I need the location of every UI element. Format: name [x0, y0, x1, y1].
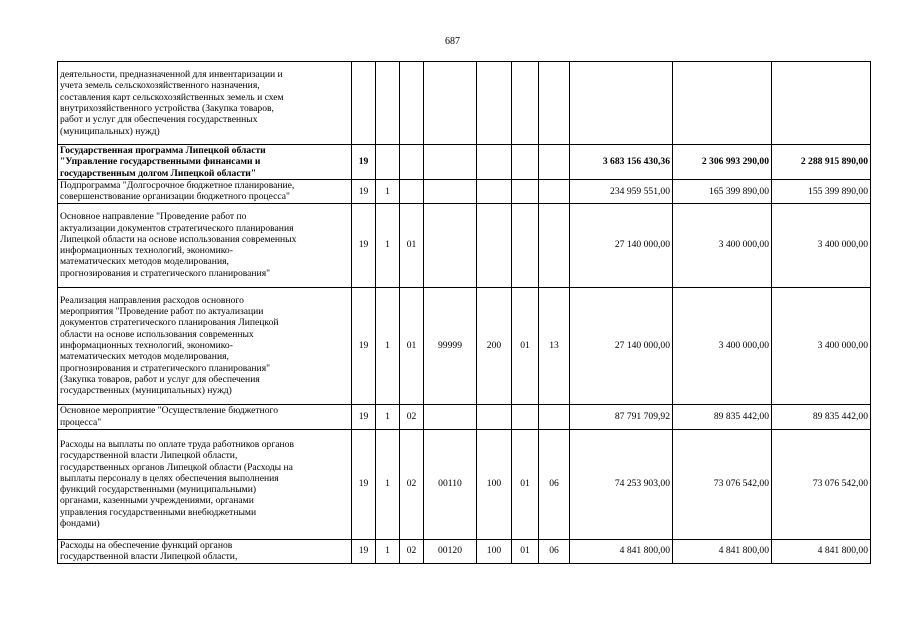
table-row	[58, 539, 871, 563]
program-code: 19	[352, 203, 376, 287]
subsection-code: 06	[539, 539, 570, 563]
expense-code: 00110	[424, 429, 477, 539]
expense-type: 100	[477, 429, 512, 539]
expense-code	[424, 404, 477, 429]
section-code	[512, 62, 539, 145]
amount-year-1: 27 140 000,00	[570, 287, 673, 404]
amount-year-1: 27 140 000,00	[570, 203, 673, 287]
row-description: Подпрограмма "Долгосрочное бюджетное планирование, совершенствование организации бюджетного процесса"	[58, 180, 352, 204]
section-code	[512, 404, 539, 429]
amount-year-2	[673, 62, 772, 145]
subprogram-code: 1	[376, 404, 400, 429]
table-row	[58, 203, 871, 287]
budget-table-body	[58, 62, 871, 564]
expense-type	[477, 145, 512, 180]
row-description: Расходы на обеспечение функций органов государственной власти Липецкой области,	[58, 539, 352, 563]
program-code: 19	[352, 429, 376, 539]
direction-code: 01	[400, 287, 424, 404]
expense-code	[424, 203, 477, 287]
direction-code: 02	[400, 404, 424, 429]
section-code: 01	[512, 539, 539, 563]
subprogram-code	[376, 145, 400, 180]
subsection-code	[539, 203, 570, 287]
amount-year-3: 4 841 800,00	[772, 539, 871, 563]
direction-code	[400, 62, 424, 145]
amount-year-2: 3 400 000,00	[673, 287, 772, 404]
subprogram-code: 1	[376, 180, 400, 204]
table-row	[58, 62, 871, 145]
row-description: Основное направление "Проведение работ по актуализации документов стратегического планирования Липецкой области на основе использования современных информационных технологий, экономико- математических методов моделирования, прогнозирования и стратегического планирования"	[58, 203, 352, 287]
program-code: 19	[352, 404, 376, 429]
amount-year-2: 2 306 993 290,00	[673, 145, 772, 180]
subprogram-code: 1	[376, 203, 400, 287]
program-code: 19	[352, 145, 376, 180]
expense-type: 200	[477, 287, 512, 404]
subprogram-code: 1	[376, 429, 400, 539]
expense-code: 99999	[424, 287, 477, 404]
direction-code	[400, 180, 424, 204]
direction-code: 02	[400, 429, 424, 539]
amount-year-2: 4 841 800,00	[673, 539, 772, 563]
amount-year-2: 165 399 890,00	[673, 180, 772, 204]
amount-year-3: 2 288 915 890,00	[772, 145, 871, 180]
section-code: 01	[512, 429, 539, 539]
section-code	[512, 180, 539, 204]
table-row	[58, 404, 871, 429]
row-description: Государственная программа Липецкой области "Управление государственными финансами и государственным долгом Липецкой области"	[58, 145, 352, 180]
expense-type: 100	[477, 539, 512, 563]
amount-year-1: 74 253 903,00	[570, 429, 673, 539]
expense-code	[424, 62, 477, 145]
expense-code	[424, 180, 477, 204]
direction-code: 01	[400, 203, 424, 287]
subsection-code: 06	[539, 429, 570, 539]
expense-type	[477, 180, 512, 204]
amount-year-1: 3 683 156 430,36	[570, 145, 673, 180]
row-description: Расходы на выплаты по оплате труда работников органов государственной власти Липецкой области, государственных органов Липецкой области (Расходы на выплаты персоналу в целях обеспечения выполнения функций государственными (муниципальными) органами, казенными учреждениями, органами управления государственными внебюджетными фондами)	[58, 429, 352, 539]
program-code: 19	[352, 287, 376, 404]
direction-code	[400, 145, 424, 180]
expense-code	[424, 145, 477, 180]
amount-year-2: 89 835 442,00	[673, 404, 772, 429]
row-description: деятельности, предназначенной для инвентаризации и учета земель сельскохозяйственного назначения, составления карт сельскохозяйственных земель и схем внутрихозяйственного устройства (Закупка товаров, работ и услуг для обеспечения государственных (муниципальных) нужд)	[58, 62, 352, 145]
program-code: 19	[352, 539, 376, 563]
amount-year-3: 89 835 442,00	[772, 404, 871, 429]
budget-table	[57, 61, 871, 564]
table-row	[58, 180, 871, 204]
row-description: Основное мероприятие "Осуществление бюджетного процесса"	[58, 404, 352, 429]
subprogram-code: 1	[376, 287, 400, 404]
amount-year-3: 155 399 890,00	[772, 180, 871, 204]
amount-year-1: 87 791 709,92	[570, 404, 673, 429]
table-row	[58, 287, 871, 404]
program-code: 19	[352, 180, 376, 204]
table-row	[58, 145, 871, 180]
program-code	[352, 62, 376, 145]
subsection-code	[539, 145, 570, 180]
direction-code: 02	[400, 539, 424, 563]
subprogram-code	[376, 62, 400, 145]
expense-code: 00120	[424, 539, 477, 563]
amount-year-1: 4 841 800,00	[570, 539, 673, 563]
amount-year-2: 3 400 000,00	[673, 203, 772, 287]
table-row	[58, 429, 871, 539]
section-code	[512, 203, 539, 287]
amount-year-3: 3 400 000,00	[772, 203, 871, 287]
subprogram-code: 1	[376, 539, 400, 563]
row-description: Реализация направления расходов основного мероприятия "Проведение работ по актуализации документов стратегического планирования Липецкой области на основе использования современных информационных технологий, экономико- математических методов моделирования, прогнозирования и стратегического планирования" (Закупка товаров, работ и услуг для обеспечения государственных (муниципальных) нужд)	[58, 287, 352, 404]
amount-year-3: 3 400 000,00	[772, 287, 871, 404]
amount-year-1	[570, 62, 673, 145]
expense-type	[477, 404, 512, 429]
expense-type	[477, 203, 512, 287]
subsection-code: 13	[539, 287, 570, 404]
amount-year-1: 234 959 551,00	[570, 180, 673, 204]
section-code: 01	[512, 287, 539, 404]
subsection-code	[539, 404, 570, 429]
subsection-code	[539, 180, 570, 204]
expense-type	[477, 62, 512, 145]
amount-year-2: 73 076 542,00	[673, 429, 772, 539]
subsection-code	[539, 62, 570, 145]
section-code	[512, 145, 539, 180]
page-number: 687	[445, 36, 460, 47]
amount-year-3	[772, 62, 871, 145]
amount-year-3: 73 076 542,00	[772, 429, 871, 539]
